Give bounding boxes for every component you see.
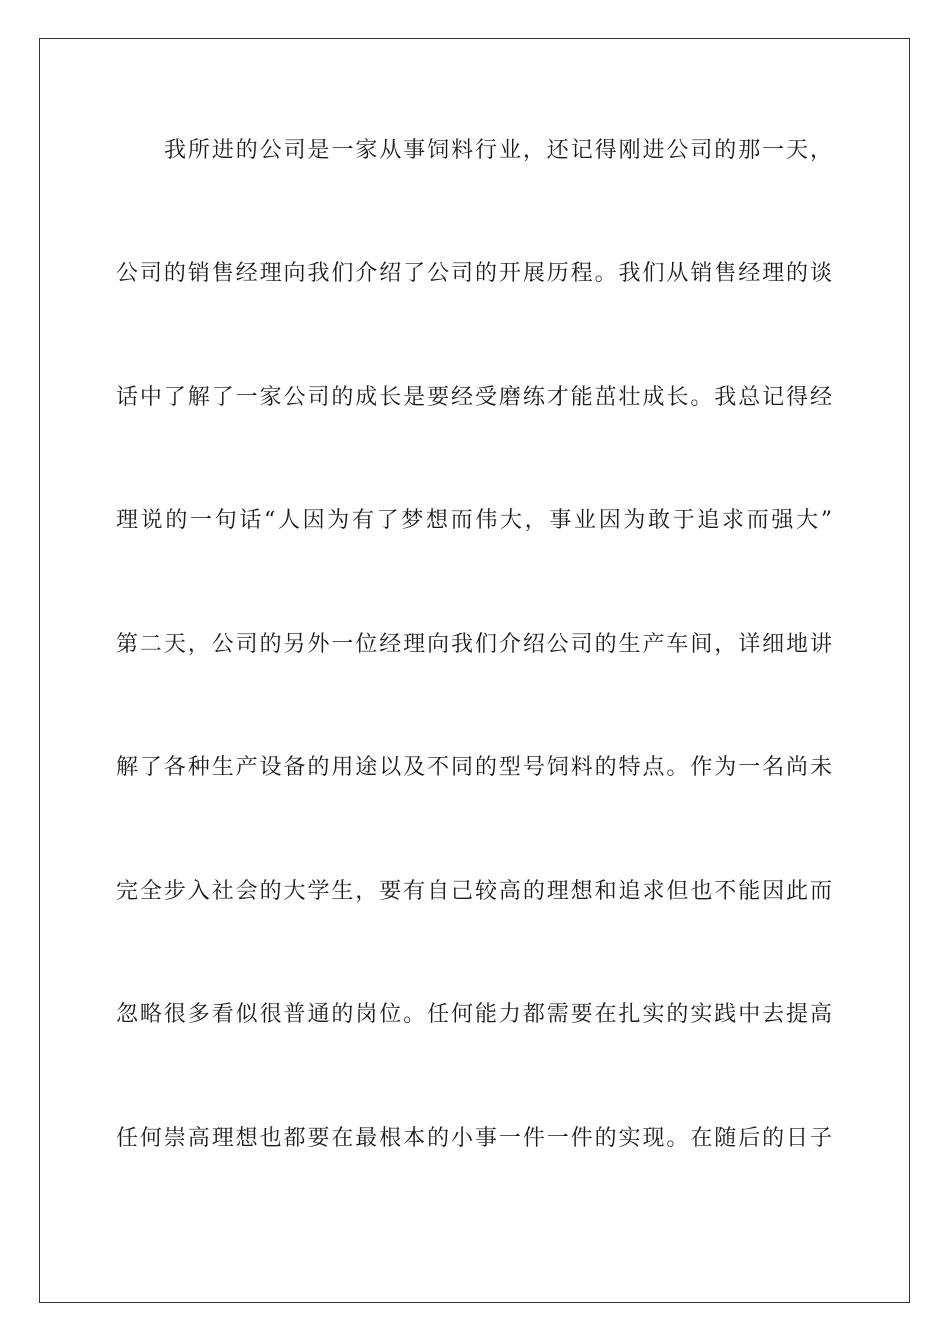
paragraph-line-7: 完全步入社会的大学生，要有自己较高的理想和追求但也不能因此而 [116, 879, 832, 904]
paragraph-line-5: 第二天，公司的另外一位经理向我们介绍公司的生产车间，详细地讲 [116, 632, 832, 657]
paragraph-line-6: 解了各种生产设备的用途以及不同的型号饲料的特点。作为一名尚未 [116, 755, 832, 780]
page-border [39, 38, 910, 1303]
paragraph-line-8: 忽略很多看似很普通的岗位。任何能力都需要在扎实的实践中去提高 [116, 1002, 832, 1027]
paragraph-line-9: 任何崇高理想也都要在最根本的小事一件一件的实现。在随后的日子 [116, 1126, 832, 1151]
paragraph-line-4: 理说的一句话“人因为有了梦想而伟大，事业因为敢于追求而强大” [116, 508, 832, 533]
paragraph-line-1: 我所进的公司是一家从事饲料行业，还记得刚进公司的那一天， [164, 138, 832, 163]
paragraph-line-2: 公司的销售经理向我们介绍了公司的开展历程。我们从销售经理的谈 [116, 261, 832, 286]
paragraph-line-3: 话中了解了一家公司的成长是要经受磨练才能茁壮成长。我总记得经 [116, 385, 832, 410]
